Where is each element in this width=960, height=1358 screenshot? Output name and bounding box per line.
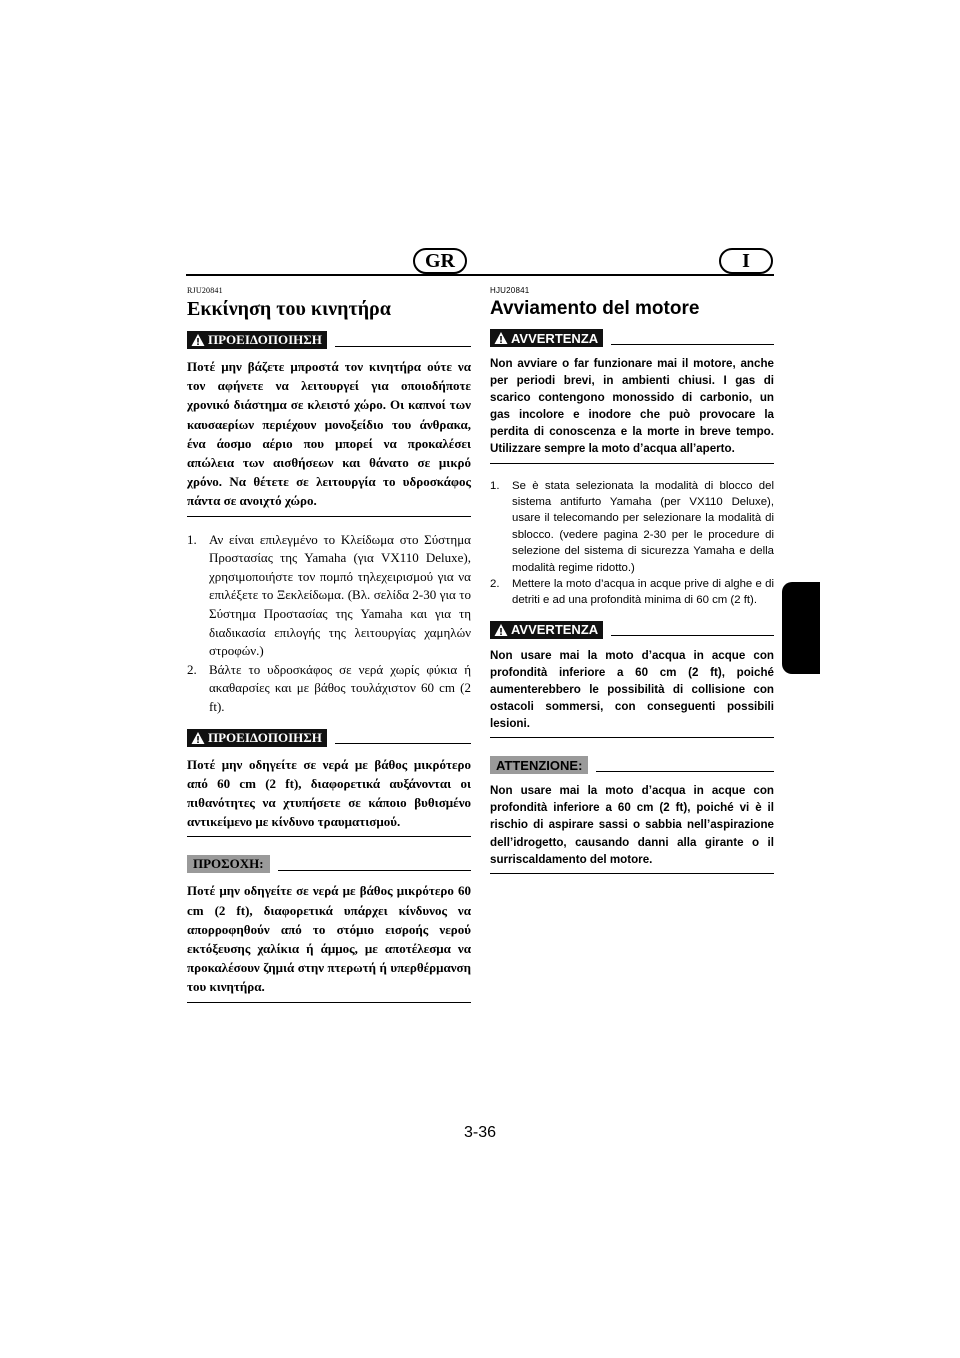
warning-end-rule xyxy=(187,836,471,837)
steps-list xyxy=(187,531,471,717)
step-number: 1. xyxy=(490,479,500,492)
warning-label-box xyxy=(187,729,327,747)
caution-end-rule xyxy=(187,1002,471,1003)
list-item xyxy=(490,478,774,576)
warning-triangle-icon xyxy=(494,623,508,637)
caution-label: ΠΡΟΣΟΧΗ: xyxy=(187,855,270,873)
caution-text: Ποτέ μην οδηγείτε σε νερά με βάθος μικρότερο 60 cm (2 ft), διαφορετικά υπάρχει κίνδυνος να απορροφηθούν από το στόμιο εισροής νερού εκτόξευσης χαλίκια ή άμμος, με αποτέλεσμα να προκαλέσουν ζημιά στην πτερωτή ή υπερθέρμανση του κινητήρα. xyxy=(187,883,471,995)
warning-label-box xyxy=(490,329,603,347)
step-number: 1. xyxy=(187,531,197,547)
warning-header-rule xyxy=(335,743,471,744)
warning-header-rule xyxy=(611,344,774,345)
warning-text: Non usare mai la moto d’acqua in acque con profondità inferiore a 60 cm (2 ft), poiché aumenterebbero le possibilità di collisione con ostacoli sommersi, con conseguenti possibili lesioni. xyxy=(490,648,774,731)
caution-header-rule xyxy=(278,870,471,871)
warning-label: AVVERTENZA xyxy=(511,622,599,638)
caution-end-rule xyxy=(490,873,774,874)
warning-end-rule xyxy=(187,516,471,517)
warning-header-rule xyxy=(335,346,471,347)
greek-column xyxy=(187,286,471,1017)
caution-text: Non usare mai la moto d’acqua in acque con profondità inferiore a 60 cm (2 ft), poiché vi è il rischio di aspirare sassi o sabbia nell’aspirazione dell’idrogetto, causando danni alla girante o il surriscaldamento del motore. xyxy=(490,784,774,866)
warning-header xyxy=(187,331,471,349)
warning-label: ΠΡΟΕΙΔΟΠΟΙΗΣΗ xyxy=(208,332,322,347)
italian-column xyxy=(490,286,774,888)
warning-label-box xyxy=(187,331,327,349)
steps-list xyxy=(490,478,774,609)
step-text: Mettere la moto d’acqua in acque prive di alghe e di detriti e ad una profondità minima di 60 cm (2 ft). xyxy=(512,578,774,607)
warning-text: Non avviare o far funzionare mai il motore, anche per periodi brevi, in ambienti chiusi. I gas di scarico contengono monossido di carbonio, un gas incolore e inodore che può provocare la perdita di conoscenza e la morte in breve tempo. Utilizzare sempre la moto d’acqua all’aperto. xyxy=(490,357,774,456)
warning-header xyxy=(490,329,774,347)
warning-header xyxy=(490,621,774,639)
list-item xyxy=(187,661,471,717)
caution-header xyxy=(490,756,774,774)
step-number: 2. xyxy=(187,661,197,677)
warning-header-rule xyxy=(611,635,774,636)
page-number: 3-36 xyxy=(463,1124,497,1141)
warning-label: AVVERTENZA xyxy=(511,330,599,346)
warning-label: ΠΡΟΕΙΔΟΠΟΙΗΣΗ xyxy=(208,729,322,745)
caution-header xyxy=(187,855,471,873)
warning-triangle-icon xyxy=(191,731,205,745)
warning-header xyxy=(187,729,471,747)
section-code: HJU20841 xyxy=(490,286,530,295)
step-number: 2. xyxy=(490,578,500,590)
caution-header-rule xyxy=(596,771,774,772)
warning-end-rule xyxy=(490,737,774,738)
language-badge-gr: GR xyxy=(413,248,467,274)
step-text: Βάλτε το υδροσκάφος σε νερά χωρίς φύκια ή ακαθαρσίες και με βάθος τουλάχιστον 60 cm (2 ft). xyxy=(209,661,471,714)
section-tab xyxy=(782,582,820,674)
section-title: Avviamento del motore xyxy=(490,298,700,319)
step-text: Αν είναι επιλεγμένο το Κλείδωμα στο Σύστημα Προστασίας της Yamaha (για VX110 Deluxe), χρησιμοποιήστε τον πομπό τηλεχειρισμού για να επιλέξετε το Ξεκλείδωμα. (Βλ. σελίδα 2-30 για το Σύστημα Προστασίας της Yamaha και για τη διαδικασία επιλογής της λειτουργίας χαμηλών στροφών.) xyxy=(209,531,471,659)
warning-end-rule xyxy=(490,463,774,464)
list-item xyxy=(187,531,471,661)
section-code: RJU20841 xyxy=(187,286,223,295)
warning-triangle-icon xyxy=(191,333,205,347)
language-badge-i: I xyxy=(719,248,773,274)
warning-label-box xyxy=(490,621,603,639)
warning-text: Ποτέ μην οδηγείτε σε νερά με βάθος μικρότερο από 60 cm (2 ft), διαφορετικά αυξάνονται οι πιθανότητες να χτυπήσετε σε κάποιο βυθισμένο αντικείμενο με κίνδυνο τραυματισμού. xyxy=(187,756,471,830)
section-title: Εκκίνηση του κινητήρα xyxy=(187,298,391,320)
caution-label: ATTENZIONE: xyxy=(490,756,588,774)
step-text: Se è stata selezionata la modalità di blocco del sistema antifurto Yamaha (per VX110 Deluxe), usare il telecomando per selezionare la modalità di sblocco. (vedere pagina 2-30 per le procedure di selezione del sistema di sicurezza Yamaha e della modalità regime ridotto.) xyxy=(512,479,774,574)
list-item xyxy=(490,576,774,609)
warning-text: Ποτέ μην βάζετε μπροστά τον κινητήρα ούτε να τον αφήνετε να λειτουργεί για οποιοδήποτε χρονικό διάστημα σε κλειστό χώρο. Οι καπνοί των καυσαερίων περιέχουν μονοξείδιο του άνθρακα, ένα άοσμο αέριο που μπορεί να προκαλέσει απώλεια των αισθήσεων και θάνατο σε μικρό χρόνο. Να θέτετε σε λειτουργία το υδροσκάφος πάντα σε ανοιχτό χώρο. xyxy=(187,359,471,509)
header-rule xyxy=(186,274,774,276)
warning-triangle-icon xyxy=(494,331,508,345)
